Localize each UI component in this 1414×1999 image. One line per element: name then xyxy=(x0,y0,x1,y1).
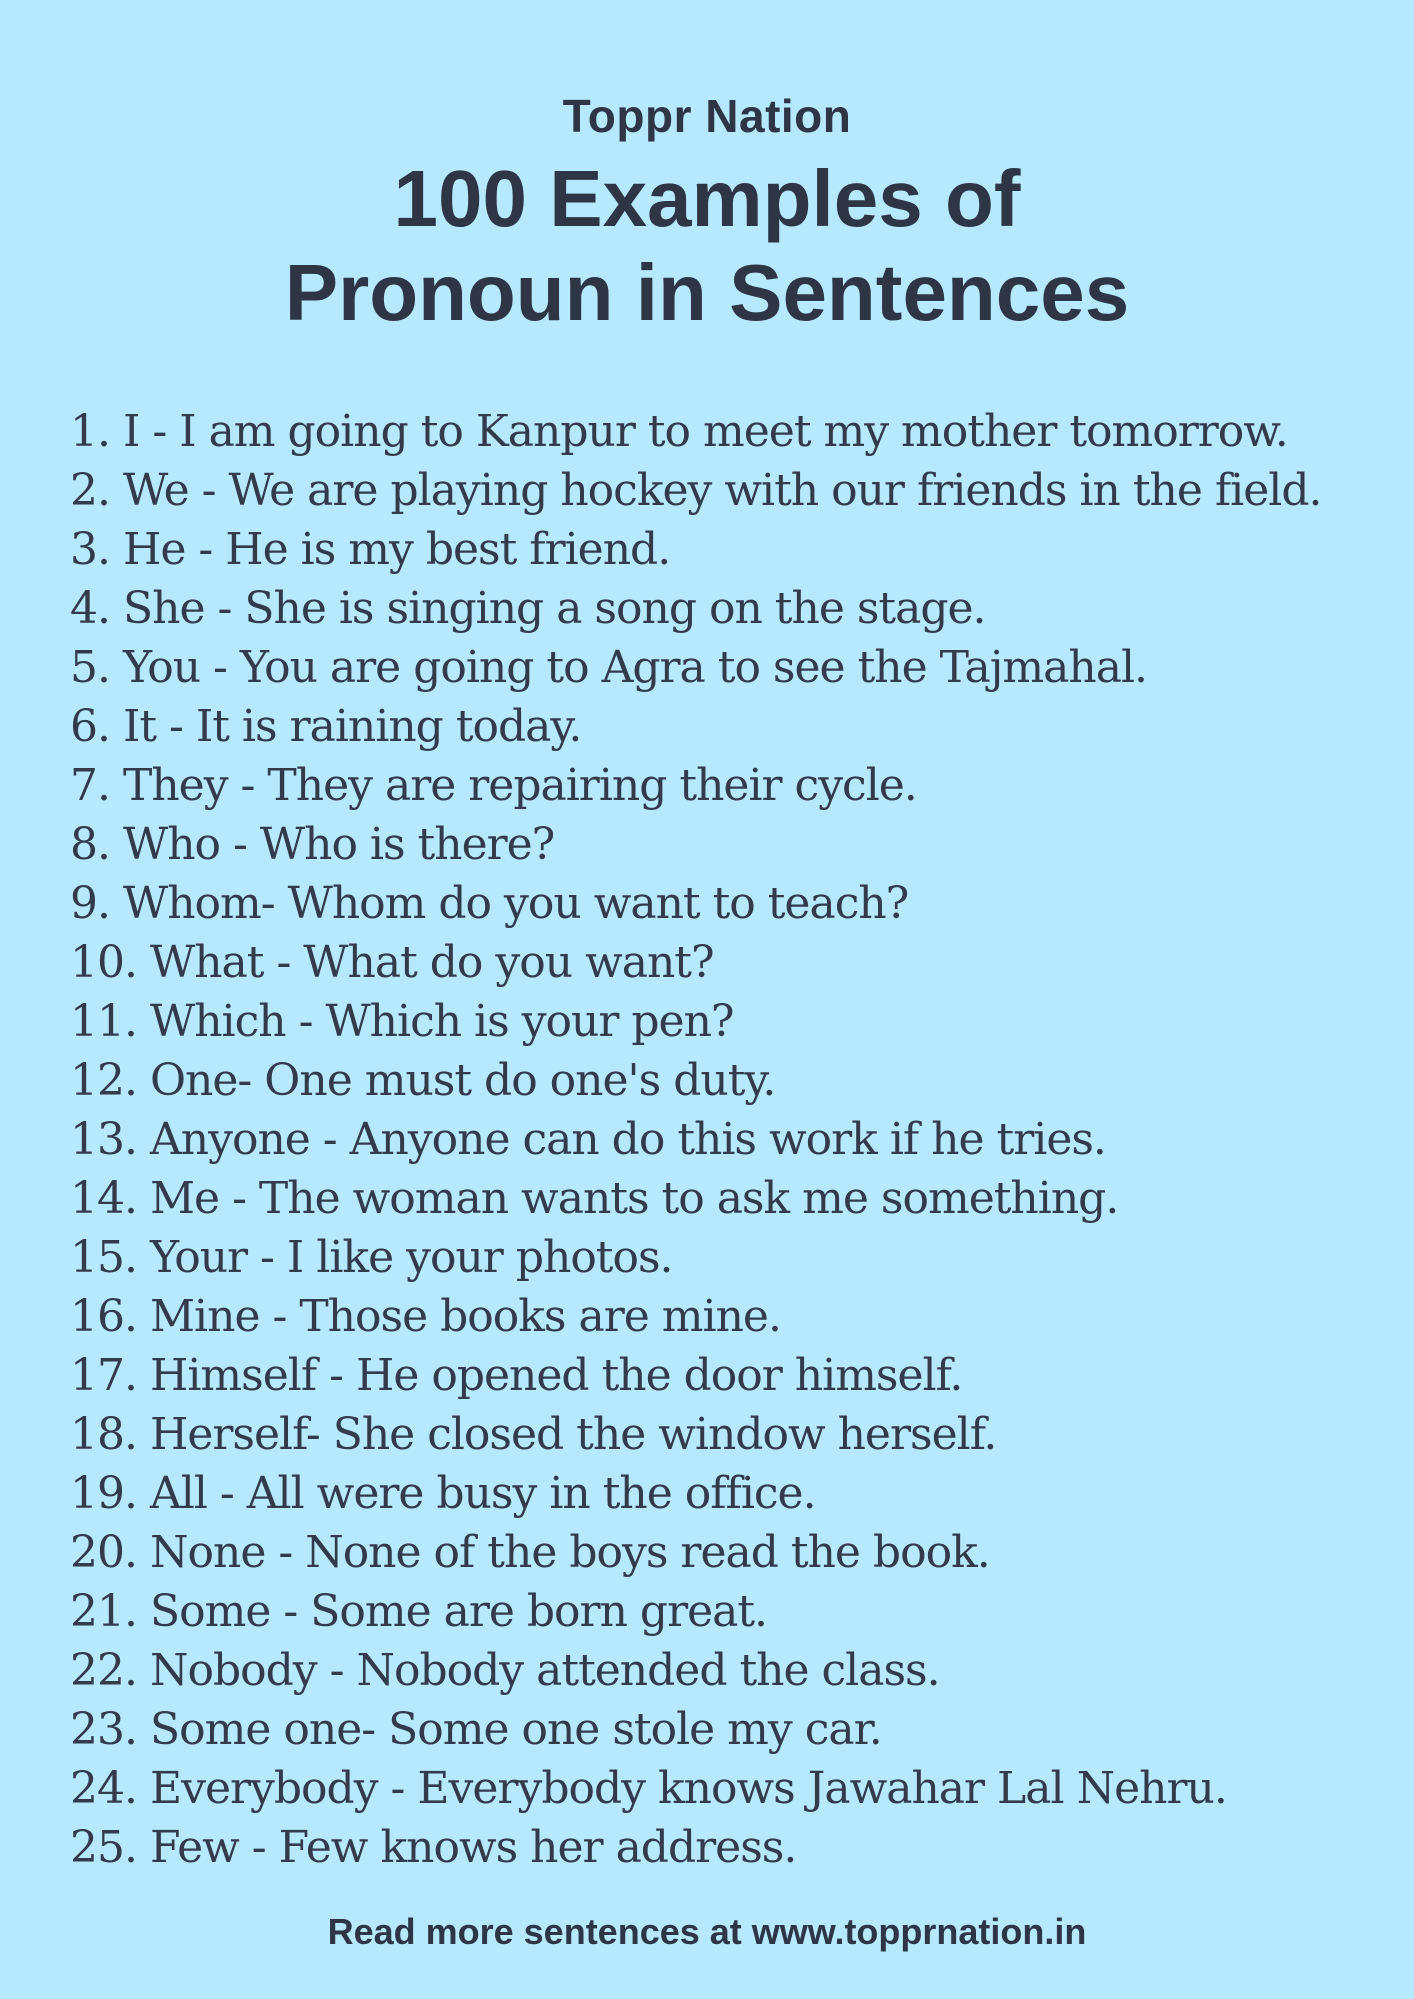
list-item xyxy=(70,756,1404,815)
item-text: It - It is raining today. xyxy=(122,701,582,752)
footer-note: Read more sentences at www.topprnation.in xyxy=(327,1911,1087,1952)
item-number: 10. xyxy=(70,937,137,988)
page-title xyxy=(0,152,1414,340)
item-number: 11. xyxy=(70,996,137,1047)
item-text: What - What do you want? xyxy=(149,937,714,988)
list-item xyxy=(70,402,1404,461)
list-item xyxy=(70,1110,1404,1169)
item-number: 1. xyxy=(70,406,110,457)
list-item xyxy=(70,992,1404,1051)
item-text: You - You are going to Agra to see the Tajmahal. xyxy=(122,642,1148,693)
item-text: Few - Few knows her address. xyxy=(149,1822,797,1873)
item-text: All - All were busy in the office. xyxy=(149,1468,816,1519)
list-item xyxy=(70,1346,1404,1405)
list-item xyxy=(70,1287,1404,1346)
list-item xyxy=(70,520,1404,579)
item-text: Which - Which is your pen? xyxy=(149,996,734,1047)
item-number: 3. xyxy=(70,524,110,575)
item-text: Some one- Some one stole my car. xyxy=(149,1704,882,1755)
item-text: I - I am going to Kanpur to meet my mother tomorrow. xyxy=(122,406,1288,457)
item-number: 16. xyxy=(70,1291,137,1342)
item-text: Anyone - Anyone can do this work if he tries. xyxy=(149,1114,1106,1165)
item-number: 22. xyxy=(70,1645,137,1696)
list-item xyxy=(70,638,1404,697)
item-number: 7. xyxy=(70,760,110,811)
item-number: 9. xyxy=(70,878,110,929)
title-line-1: 100 Examples of xyxy=(393,154,1021,243)
list-item xyxy=(70,1051,1404,1110)
list-item xyxy=(70,815,1404,874)
item-number: 5. xyxy=(70,642,110,693)
item-text: They - They are repairing their cycle. xyxy=(122,760,917,811)
item-text: He - He is my best friend. xyxy=(122,524,671,575)
item-text: Nobody - Nobody attended the class. xyxy=(149,1645,940,1696)
item-number: 19. xyxy=(70,1468,137,1519)
item-number: 15. xyxy=(70,1232,137,1283)
item-number: 23. xyxy=(70,1704,137,1755)
item-number: 8. xyxy=(70,819,110,870)
item-number: 6. xyxy=(70,701,110,752)
item-number: 21. xyxy=(70,1586,137,1637)
item-text: Himself - He opened the door himself. xyxy=(149,1350,963,1401)
list-item xyxy=(70,1228,1404,1287)
item-number: 13. xyxy=(70,1114,137,1165)
item-number: 20. xyxy=(70,1527,137,1578)
item-text: Mine - Those books are mine. xyxy=(149,1291,781,1342)
item-text: Your - I like your photos. xyxy=(149,1232,673,1283)
item-number: 4. xyxy=(70,583,110,634)
list-item xyxy=(70,1759,1404,1818)
item-text: We - We are playing hockey with our friends in the field. xyxy=(122,465,1322,516)
list-item xyxy=(70,1169,1404,1228)
item-number: 25. xyxy=(70,1822,137,1873)
item-number: 18. xyxy=(70,1409,137,1460)
item-number: 24. xyxy=(70,1763,137,1814)
list-item xyxy=(70,697,1404,756)
list-item xyxy=(70,874,1404,933)
item-text: One- One must do one's duty. xyxy=(149,1055,776,1106)
item-text: Herself- She closed the window herself. xyxy=(149,1409,997,1460)
item-number: 14. xyxy=(70,1173,137,1224)
item-text: Who - Who is there? xyxy=(122,819,555,870)
title-line-2: Pronoun in Sentences xyxy=(284,248,1130,337)
item-text: Everybody - Everybody knows Jawahar Lal Nehru. xyxy=(149,1763,1227,1814)
item-text: Some - Some are born great. xyxy=(149,1586,768,1637)
list-item xyxy=(70,1700,1404,1759)
list-item xyxy=(70,1641,1404,1700)
list-item xyxy=(70,1582,1404,1641)
brand-title: Toppr Nation xyxy=(562,90,852,142)
item-text: None - None of the boys read the book. xyxy=(149,1527,990,1578)
pronoun-list xyxy=(70,402,1404,1877)
item-text: Whom- Whom do you want to teach? xyxy=(122,878,909,929)
item-text: Me - The woman wants to ask me something. xyxy=(149,1173,1119,1224)
list-item xyxy=(70,579,1404,638)
list-item xyxy=(70,1405,1404,1464)
list-item xyxy=(70,933,1404,992)
item-number: 12. xyxy=(70,1055,137,1106)
item-number: 2. xyxy=(70,465,110,516)
list-item xyxy=(70,1464,1404,1523)
list-item xyxy=(70,1523,1404,1582)
list-item xyxy=(70,1818,1404,1877)
item-text: She - She is singing a song on the stage. xyxy=(122,583,986,634)
item-number: 17. xyxy=(70,1350,137,1401)
list-item xyxy=(70,461,1404,520)
